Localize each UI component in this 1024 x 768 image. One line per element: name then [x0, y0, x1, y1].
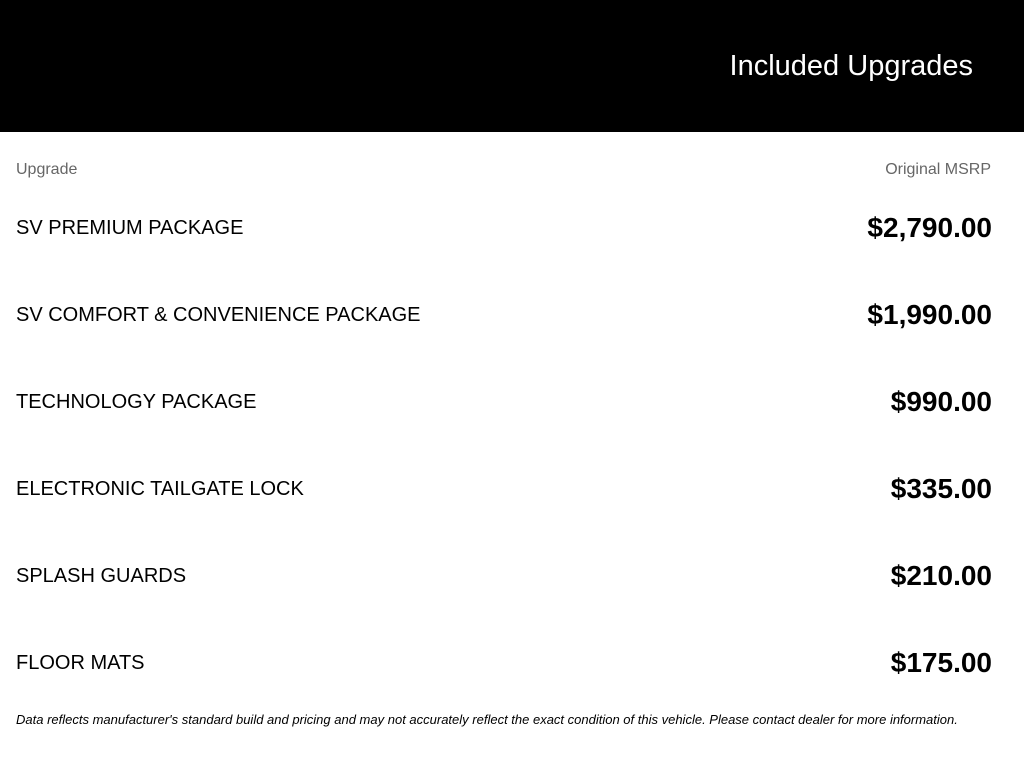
page-header [0, 0, 1024, 132]
upgrade-price: $990.00 [890, 386, 992, 417]
upgrade-name: ELECTRONIC TAILGATE LOCK [16, 478, 304, 500]
page-title: Included Upgrades [729, 50, 973, 82]
upgrade-price: $1,990.00 [867, 299, 992, 330]
upgrade-row [16, 206, 992, 293]
upgrade-name: TECHNOLOGY PACKAGE [16, 391, 257, 413]
upgrade-row [16, 467, 992, 554]
upgrade-price: $335.00 [890, 473, 992, 504]
upgrade-price: $2,790.00 [867, 212, 992, 243]
upgrade-name: SV PREMIUM PACKAGE [16, 217, 244, 239]
upgrade-row [16, 380, 992, 467]
upgrade-name: SPLASH GUARDS [16, 565, 187, 587]
upgrade-row [16, 293, 992, 380]
column-header-upgrade: Upgrade [16, 161, 78, 178]
upgrade-price: $175.00 [890, 647, 992, 678]
upgrade-row [16, 554, 992, 641]
column-headers [16, 159, 991, 181]
upgrade-list [16, 206, 992, 728]
column-header-msrp: Original MSRP [885, 161, 991, 178]
upgrade-name: SV COMFORT & CONVENIENCE PACKAGE [16, 304, 421, 326]
upgrade-name: FLOOR MATS [16, 652, 145, 674]
upgrade-price: $210.00 [890, 560, 992, 591]
disclaimer-text: Data reflects manufacturer's standard build and pricing and may not accurately reflect the exact condition of this vehicle. Please contact dealer for more information. [16, 712, 958, 727]
